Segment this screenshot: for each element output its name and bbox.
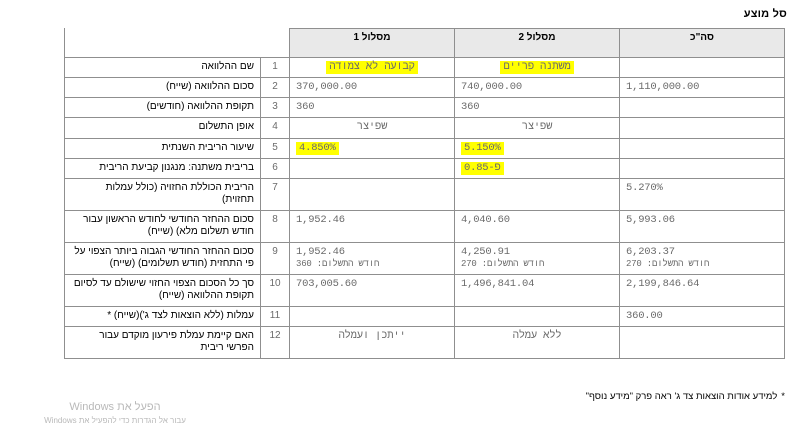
cell-track2 <box>455 138 620 158</box>
cell-track1 <box>290 242 455 274</box>
table-row <box>65 210 785 242</box>
cell-row-number: 9 <box>261 242 290 274</box>
cell-track1 <box>290 58 455 78</box>
cell-track1-text: 4.850% <box>296 142 339 155</box>
cell-label: סך כל הסכום הצפוי החזוי שישולם עד לסיום תקופת ההלוואה (שייח) <box>65 274 261 306</box>
cell-track1 <box>290 178 455 210</box>
cell-label: סכום ההחזר החודשי לחודש הראשון עבור חודש תשלום מלא) (שייח) <box>65 210 261 242</box>
cell-track2 <box>455 158 620 178</box>
loan-offer-table <box>64 28 785 359</box>
cell-total <box>620 138 785 158</box>
cell-track1: 360 <box>290 98 455 118</box>
table-header-row <box>65 29 785 58</box>
table-body <box>65 58 785 359</box>
cell-track1 <box>290 138 455 158</box>
page-title: סל מוצע <box>743 8 787 20</box>
cell-track1-text: 1,952.46 <box>296 245 345 258</box>
cell-total <box>620 58 785 78</box>
cell-row-number: 5 <box>261 138 290 158</box>
cell-label: הריבית הכוללת החזויה (כולל עמלות תחזוית) <box>65 178 261 210</box>
column-header-track2: מסלול 2 <box>455 29 620 58</box>
footnote-marker: * <box>781 391 785 402</box>
cell-row-number: 7 <box>261 178 290 210</box>
cell-track2-text: 5.150% <box>461 142 504 155</box>
cell-label: שם ההלוואה <box>65 58 261 78</box>
cell-total <box>620 98 785 118</box>
cell-row-number: 12 <box>261 326 290 358</box>
cell-label: בריבית משתנה: מנגנון קביעת הריבית <box>65 158 261 178</box>
cell-track1 <box>290 158 455 178</box>
cell-track2: ללא עמלה <box>455 326 620 358</box>
cell-track2: 4,040.60 <box>455 210 620 242</box>
cell-track1 <box>290 306 455 326</box>
column-header-number <box>261 29 290 58</box>
footnote-text: למידע אודות הוצאות צד ג' ראה פרק "מידע נוסף" <box>585 391 778 402</box>
column-header-total: סה"כ <box>620 29 785 58</box>
cell-total-note: חודש התשלום: 270 <box>626 258 710 269</box>
cell-track2: 1,496,841.04 <box>455 274 620 306</box>
table-row <box>65 242 785 274</box>
cell-track2 <box>455 242 620 274</box>
cell-total: 360.00 <box>620 306 785 326</box>
table-row <box>65 118 785 138</box>
cell-row-number: 3 <box>261 98 290 118</box>
cell-track1: 1,952.46 <box>290 210 455 242</box>
table-row <box>65 138 785 158</box>
cell-track2-text: 4,250.91 <box>461 245 510 258</box>
cell-total: 5,993.06 <box>620 210 785 242</box>
cell-track1-note: חודש התשלום: 360 <box>296 258 380 269</box>
cell-row-number: 6 <box>261 158 290 178</box>
cell-label: שיעור הריבית השנתית <box>65 138 261 158</box>
cell-track2: 740,000.00 <box>455 78 620 98</box>
table-row <box>65 158 785 178</box>
cell-label: האם קיימת עמלת פירעון מוקדם עבור הפרשי ריבית <box>65 326 261 358</box>
cell-total-text: 6,203.37 <box>626 245 675 258</box>
cell-track2-text: פ-0.85 <box>461 162 504 175</box>
cell-total <box>620 326 785 358</box>
cell-track2-note: חודש התשלום: 270 <box>461 258 545 269</box>
cell-track2 <box>455 58 620 78</box>
cell-total <box>620 158 785 178</box>
cell-track1: 370,000.00 <box>290 78 455 98</box>
table-row <box>65 78 785 98</box>
cell-row-number: 1 <box>261 58 290 78</box>
cell-total <box>620 118 785 138</box>
cell-track2 <box>455 178 620 210</box>
cell-track2: שפיצר <box>455 118 620 138</box>
table-header <box>65 29 785 58</box>
column-header-track1: מסלול 1 <box>290 29 455 58</box>
cell-label: סכום ההחזר החודשי הגבוה ביותר הצפוי על פי התחזית (חודש תשלומים) (שייח) <box>65 242 261 274</box>
table-row <box>65 274 785 306</box>
cell-track2 <box>455 306 620 326</box>
cell-row-number: 11 <box>261 306 290 326</box>
table-row <box>65 306 785 326</box>
cell-label: אופן התשלום <box>65 118 261 138</box>
cell-track2: 360 <box>455 98 620 118</box>
table-row <box>65 326 785 358</box>
table-row <box>65 98 785 118</box>
cell-label: עמלות (ללא הוצאות לצד ג')(שייח) * <box>65 306 261 326</box>
cell-total: 1,110,000.00 <box>620 78 785 98</box>
table-row <box>65 178 785 210</box>
column-header-label <box>65 29 261 58</box>
watermark-title: הפעל את Windows <box>69 401 161 414</box>
cell-label: תקופת ההלוואה (חודשים) <box>65 98 261 118</box>
cell-track2-text: משתנה פריים <box>500 61 573 74</box>
cell-label: סכום ההלוואה (שייח) <box>65 78 261 98</box>
cell-track1: ייתכן ועמלה <box>290 326 455 358</box>
cell-track1-text: קבועה לא צמודה <box>326 61 417 74</box>
cell-row-number: 2 <box>261 78 290 98</box>
cell-track1: שפיצר <box>290 118 455 138</box>
footnote <box>586 391 785 402</box>
windows-activation-watermark <box>0 401 230 426</box>
cell-row-number: 10 <box>261 274 290 306</box>
cell-row-number: 4 <box>261 118 290 138</box>
table-row <box>65 58 785 78</box>
cell-total: 2,199,846.64 <box>620 274 785 306</box>
cell-track1: 703,005.60 <box>290 274 455 306</box>
cell-total <box>620 242 785 274</box>
watermark-subtitle: עבור אל הגדרות כדי להפעיל את Windows <box>44 415 186 425</box>
cell-row-number: 8 <box>261 210 290 242</box>
cell-total: 5.270% <box>620 178 785 210</box>
